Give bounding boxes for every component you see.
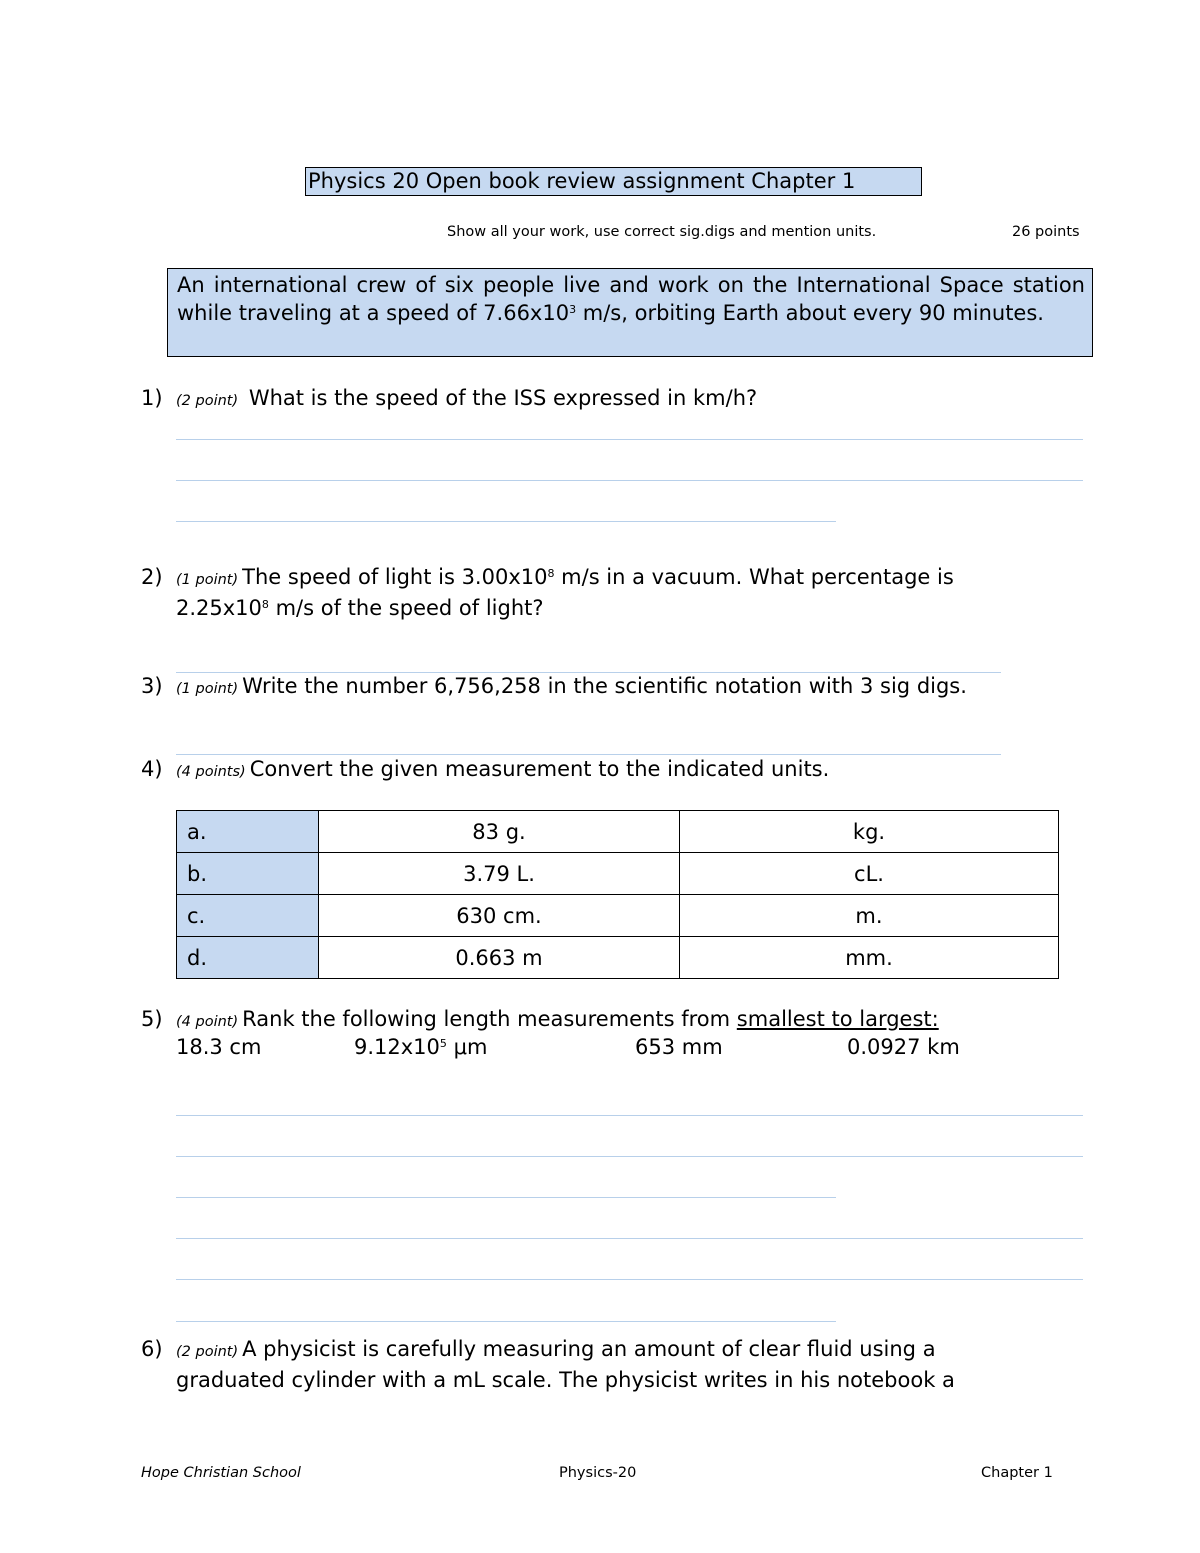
question-text-line1: The speed of light is 3.00x10 bbox=[242, 565, 548, 589]
question-points: (1 point) bbox=[176, 572, 239, 588]
row-label: a. bbox=[177, 811, 319, 853]
target-unit[interactable]: mm. bbox=[680, 937, 1059, 979]
measurement-item: 18.3 cm bbox=[176, 1035, 262, 1059]
question-number: 6) bbox=[141, 1337, 163, 1361]
table-row bbox=[177, 853, 1059, 895]
question-text-line1: A physicist is carefully measuring an amount of clear fluid using a bbox=[242, 1337, 936, 1361]
measurement-unit: μm bbox=[446, 1035, 488, 1059]
question-number: 3) bbox=[141, 674, 163, 698]
answer-line[interactable] bbox=[176, 480, 1083, 481]
total-points: 26 points bbox=[1012, 224, 1080, 240]
question-6 bbox=[141, 1336, 955, 1394]
emphasis-text: smallest to largest: bbox=[736, 1007, 939, 1031]
page-title: Physics 20 Open book review assignment Chapter 1 bbox=[305, 167, 922, 196]
answer-line[interactable] bbox=[176, 1238, 1083, 1239]
footer-course: Physics-20 bbox=[559, 1465, 637, 1481]
instructions: Show all your work, use correct sig.digs and mention units. bbox=[447, 224, 877, 240]
question-3 bbox=[141, 673, 967, 704]
answer-line[interactable] bbox=[176, 439, 1083, 440]
row-label: c. bbox=[177, 895, 319, 937]
question-text-line2-end: m/s of the speed of light? bbox=[268, 595, 544, 620]
question-number: 4) bbox=[141, 757, 163, 781]
exponent: 5 bbox=[439, 1037, 447, 1050]
table-row bbox=[177, 811, 1059, 853]
given-value: 83 g. bbox=[319, 811, 680, 853]
footer-school: Hope Christian School bbox=[141, 1465, 301, 1481]
question-points: (2 point) bbox=[176, 393, 239, 409]
measurement-item: 0.0927 km bbox=[847, 1035, 960, 1059]
answer-line[interactable] bbox=[176, 1197, 836, 1198]
question-points: (2 point) bbox=[176, 1344, 239, 1360]
answer-line[interactable] bbox=[176, 1279, 1083, 1280]
question-number: 1) bbox=[141, 386, 163, 410]
question-text: Convert the given measurement to the indicated units. bbox=[249, 757, 830, 781]
scenario-exponent: 3 bbox=[569, 302, 577, 316]
answer-line[interactable] bbox=[176, 754, 1001, 755]
question-text-line2: graduated cylinder with a mL scale. The physicist writes in his notebook a bbox=[176, 1367, 955, 1392]
target-unit[interactable]: cL. bbox=[680, 853, 1059, 895]
measurement-base: 9.12x10 bbox=[354, 1035, 440, 1059]
answer-line[interactable] bbox=[176, 1321, 836, 1322]
question-text-line1-end: m/s in a vacuum. What percentage is bbox=[554, 565, 954, 589]
row-label: b. bbox=[177, 853, 319, 895]
given-value: 0.663 m bbox=[319, 937, 680, 979]
row-label: d. bbox=[177, 937, 319, 979]
question-points: (4 point) bbox=[176, 1014, 239, 1030]
question-text-line2: 2.25x10 bbox=[176, 595, 262, 620]
measurement-item: 653 mm bbox=[635, 1035, 723, 1059]
exponent: 8 bbox=[261, 597, 269, 611]
question-2 bbox=[141, 564, 954, 622]
answer-line[interactable] bbox=[176, 1115, 1083, 1116]
answer-line[interactable] bbox=[176, 1156, 1083, 1157]
question-points: (1 point) bbox=[176, 681, 239, 697]
target-unit[interactable]: kg. bbox=[680, 811, 1059, 853]
footer-chapter: Chapter 1 bbox=[981, 1465, 1053, 1481]
scenario-text-end: m/s, orbiting Earth about every 90 minutes. bbox=[576, 300, 1044, 325]
scenario-text-start: An international crew of six people live and work on the International Space station while traveling at a speed of 7.66x10 bbox=[177, 273, 1085, 325]
question-text: Rank the following length measurements from bbox=[242, 1007, 737, 1031]
measurement-item bbox=[354, 1034, 487, 1062]
question-1 bbox=[141, 385, 757, 416]
question-points: (4 points) bbox=[176, 764, 246, 780]
question-number: 5) bbox=[141, 1007, 163, 1031]
question-number: 2) bbox=[141, 565, 163, 589]
question-text: Write the number 6,756,258 in the scientific notation with 3 sig digs. bbox=[242, 674, 967, 698]
question-text: What is the speed of the ISS expressed in km/h? bbox=[248, 386, 758, 410]
conversion-table bbox=[176, 810, 1059, 979]
question-4 bbox=[141, 756, 829, 787]
measurement-list bbox=[0, 1034, 1200, 1062]
target-unit[interactable]: m. bbox=[680, 895, 1059, 937]
table-row bbox=[177, 937, 1059, 979]
given-value: 630 cm. bbox=[319, 895, 680, 937]
exponent: 8 bbox=[547, 567, 555, 580]
question-5 bbox=[141, 1006, 939, 1037]
scenario-box bbox=[167, 268, 1093, 357]
table-row bbox=[177, 895, 1059, 937]
answer-line[interactable] bbox=[176, 521, 836, 522]
given-value: 3.79 L. bbox=[319, 853, 680, 895]
